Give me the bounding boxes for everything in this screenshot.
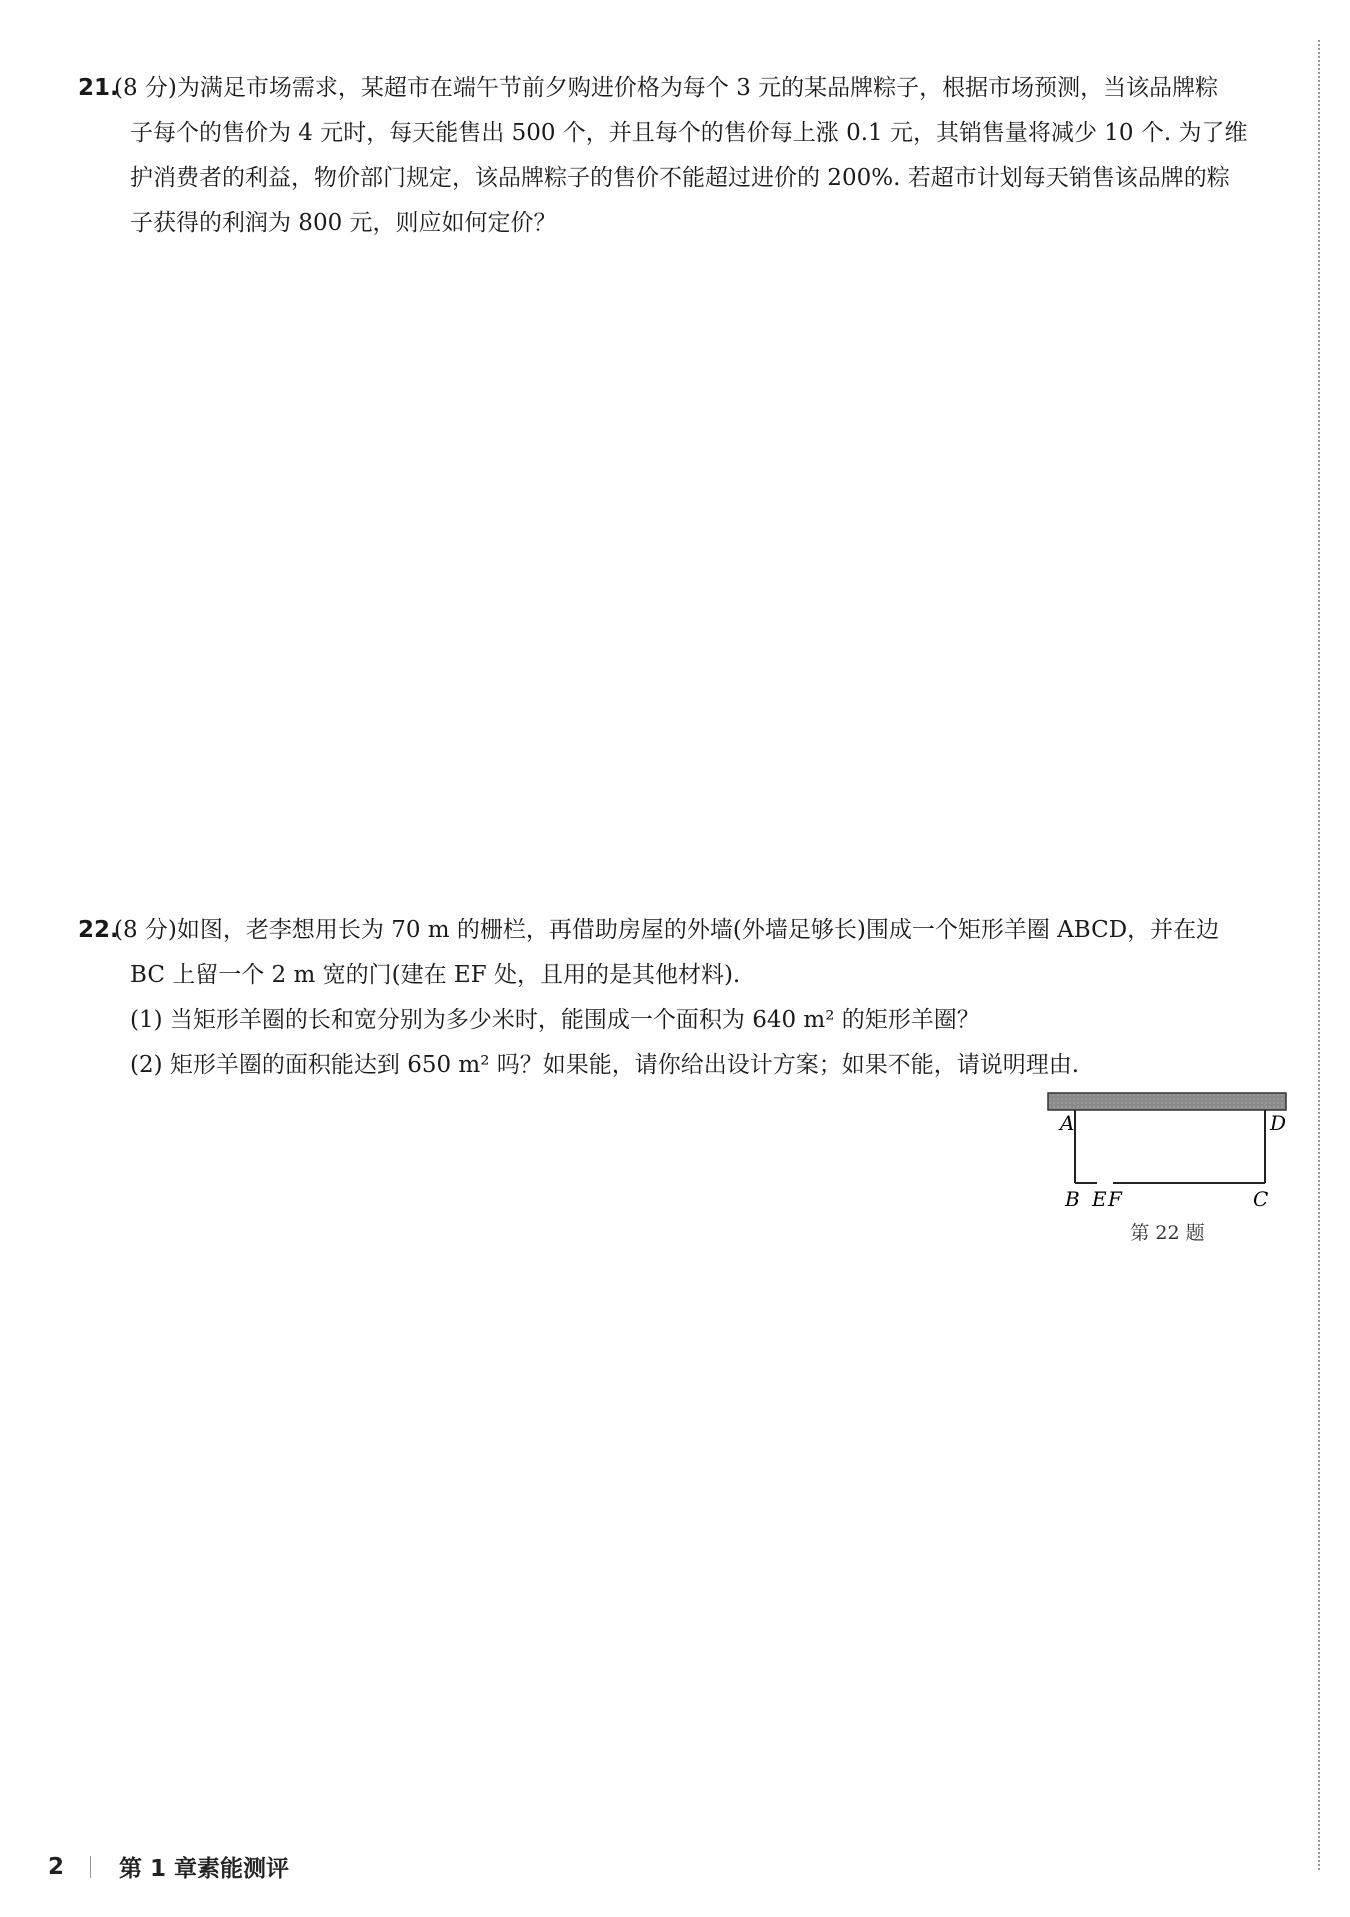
question-number: 22.: [78, 917, 119, 943]
label-f: F: [1108, 1187, 1122, 1211]
label-b: B: [1065, 1187, 1080, 1211]
question-text-line: (8 分)为满足市场需求，某超市在端午节前夕购进价格为每个 3 元的某品牌粽子，根据市场预测，当该品牌粽: [114, 75, 1219, 101]
chapter-title: 第 1 章素能测评: [119, 1856, 290, 1882]
label-d: D: [1270, 1111, 1287, 1135]
page-number: 2: [48, 1853, 65, 1880]
question-21: [78, 66, 1290, 246]
figure-caption: 第 22 题: [1130, 1222, 1205, 1244]
label-a: A: [1060, 1111, 1075, 1135]
dotted-margin-rule: [1318, 40, 1320, 1870]
footer-divider: [90, 1856, 91, 1878]
question-text-line: BC 上留一个 2 m 宽的门(建在 EF 处，且用的是其他材料).: [130, 962, 741, 988]
rectangle-diagram: [1045, 1090, 1290, 1215]
page-footer: [48, 1850, 289, 1883]
question-22: [78, 908, 1290, 1088]
sub-question-1: (1) 当矩形羊圈的长和宽分别为多少米时，能围成一个面积为 640 m² 的矩形羊圈？: [130, 1007, 980, 1033]
question-number: 21.: [78, 75, 119, 101]
question-text-line: 子每个的售价为 4 元时，每天能售出 500 个，并且每个的售价每上涨 0.1 元，其销售量将减少 10 个. 为了维: [130, 120, 1248, 146]
label-e: E: [1092, 1187, 1107, 1211]
question-text-line: 护消费者的利益，物价部门规定，该品牌粽子的售价不能超过进价的 200%. 若超市计划每天销售该品牌的粽: [130, 165, 1230, 191]
sub-question-2: (2) 矩形羊圈的面积能达到 650 m² 吗？如果能，请你给出设计方案；如果不能，请说明理由.: [130, 1052, 1080, 1078]
sheep-pen-figure: [1045, 1090, 1290, 1250]
question-text-line: 子获得的利润为 800 元，则应如何定价？: [130, 210, 557, 236]
question-text-line: (8 分)如图，老李想用长为 70 m 的栅栏，再借助房屋的外墙(外墙足够长)围成一个矩形羊圈 ABCD，并在边: [114, 917, 1220, 943]
house-wall: [1048, 1093, 1286, 1110]
label-c: C: [1253, 1187, 1269, 1211]
